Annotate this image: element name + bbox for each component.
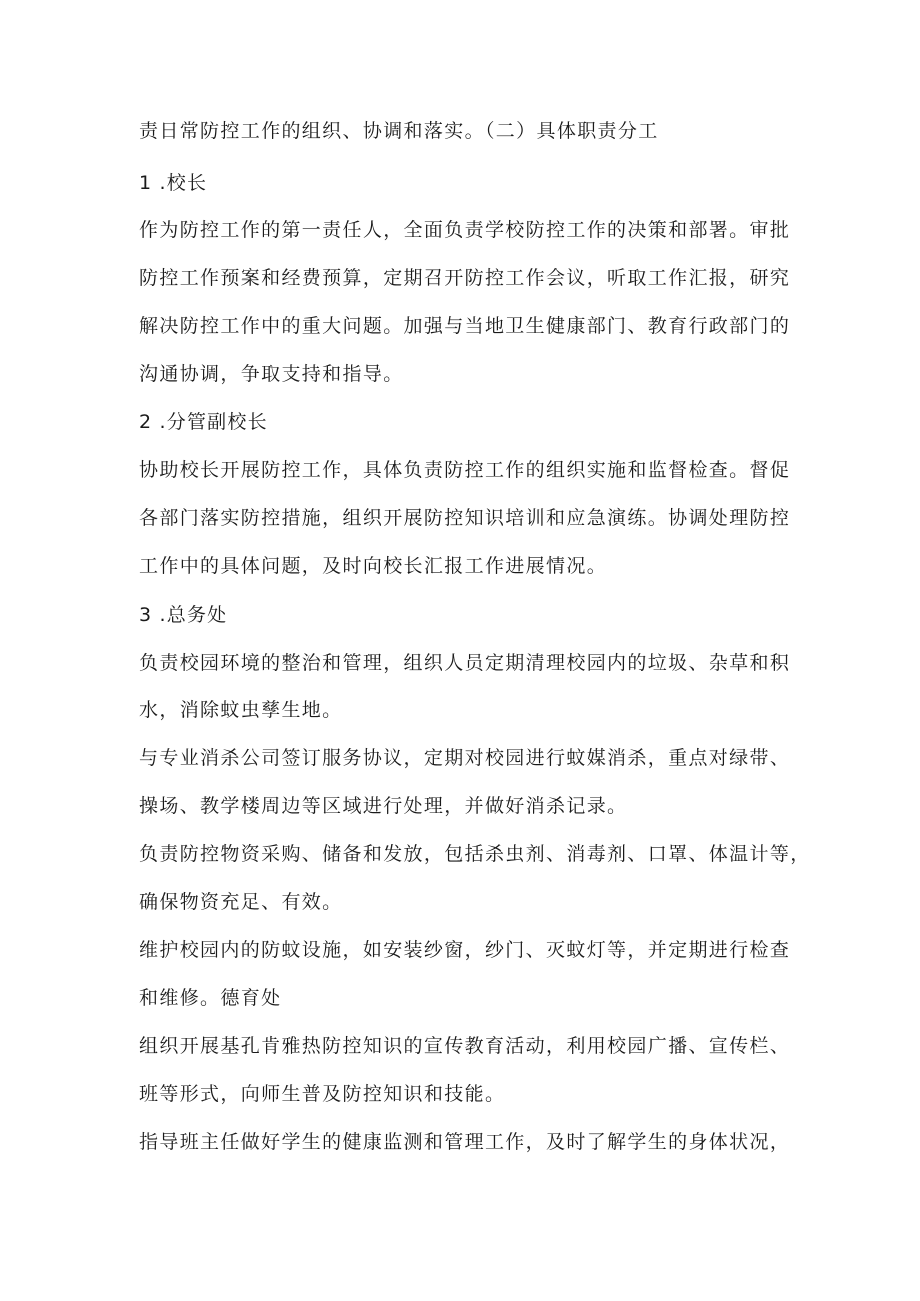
text-line: 负责校园环境的整治和管理，组织人员定期清理校园内的垃圾、杂草和积 [139, 652, 791, 674]
section-heading-general-affairs: 3 .总务处 [139, 604, 228, 626]
text-line: 班等形式，向师生普及防控知识和技能。 [139, 1083, 506, 1105]
text-line: 指导班主任做好学生的健康监测和管理工作，及时了解学生的身体状况， [139, 1131, 791, 1153]
text-line: 负责防控物资采购、储备和发放，包括杀虫剂、消毒剂、口罩、体温计等， [139, 843, 811, 865]
text-line: 解决防控工作中的重大问题。加强与当地卫生健康部门、教育行政部门的 [139, 315, 791, 337]
text-line: 协助校长开展防控工作，具体负责防控工作的组织实施和监督检查。督促 [139, 459, 791, 481]
text-line: 责日常防控工作的组织、协调和落实。（二）具体职责分工 [139, 120, 659, 142]
text-line: 沟通协调，争取支持和指导。 [139, 363, 404, 385]
text-line: 组织开展基孔肯雅热防控知识的宣传教育活动，利用校园广播、宣传栏、 [139, 1035, 791, 1057]
text-line: 工作中的具体问题，及时向校长汇报工作进展情况。 [139, 555, 608, 577]
text-line: 各部门落实防控措施，组织开展防控知识培训和应急演练。协调处理防控 [139, 507, 791, 529]
text-line: 和维修。德育处 [139, 987, 282, 1009]
text-line: 维护校园内的防蚊设施，如安装纱窗，纱门、灭蚊灯等，并定期进行检查 [139, 939, 791, 961]
text-line: 水，消除蚊虫孳生地。 [139, 699, 343, 721]
section-heading-vice-principal: 2 .分管副校长 [139, 411, 268, 433]
text-line: 与专业消杀公司签订服务协议，定期对校园进行蚊媒消杀，重点对绿带、 [139, 747, 791, 769]
text-line: 确保物资充足、有效。 [139, 891, 343, 913]
text-line: 操场、教学楼周边等区域进行处理，并做好消杀记录。 [139, 795, 628, 817]
text-line: 防控工作预案和经费预算，定期召开防控工作会议，听取工作汇报，研究 [139, 267, 791, 289]
text-line: 作为防控工作的第一责任人，全面负责学校防控工作的决策和部署。审批 [139, 219, 791, 241]
section-heading-principal: 1 .校长 [139, 172, 208, 194]
